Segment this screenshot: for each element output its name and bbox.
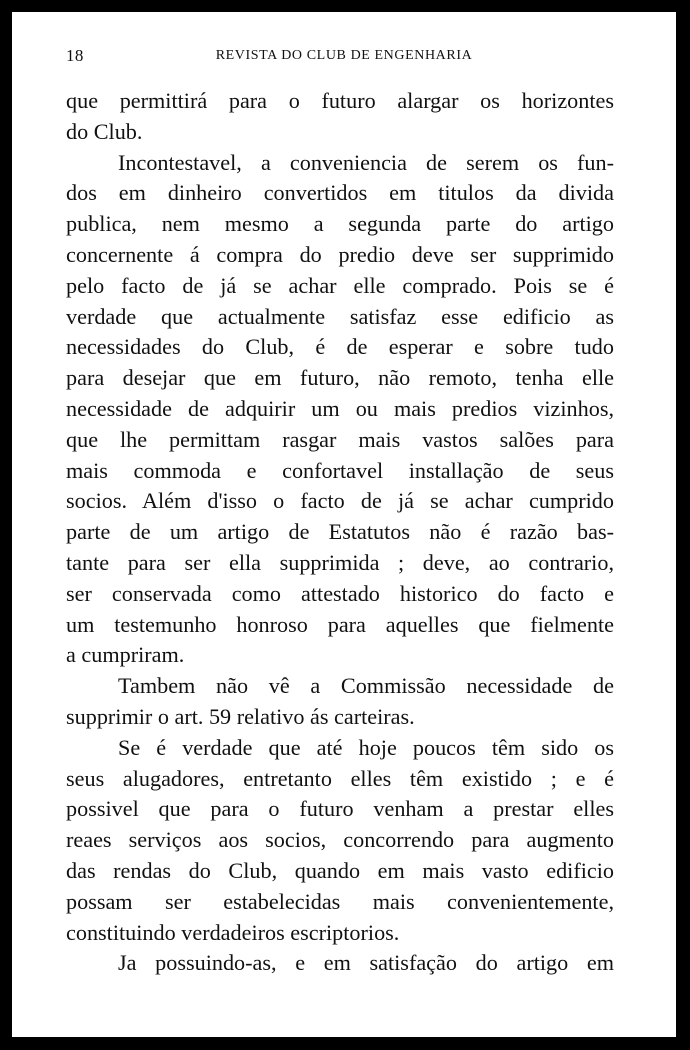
page-number: 18: [66, 46, 84, 65]
text-line: possivel que para o futuro venham a prestar elles: [66, 796, 614, 822]
text-line: constituindo verdadeiros escriptorios.: [66, 919, 400, 945]
text-line: a cumpriram.: [66, 642, 185, 668]
paragraph-se-e-verdade: [66, 733, 614, 949]
paragraph-tambem: [66, 671, 614, 733]
text-line: um testemunho honroso para aquelles que fielmente: [66, 611, 614, 637]
text-line: das rendas do Club, quando em mais vasto edificio: [66, 857, 614, 883]
text-line: dos em dinheiro convertidos em titulos da divida: [66, 180, 614, 206]
paragraph-continuation: [66, 86, 614, 148]
text-line: publica, nem mesmo a segunda parte do artigo: [66, 211, 614, 237]
text-line: ser conservada como attestado historico do facto e: [66, 580, 614, 606]
paragraph-ja-possuindo: [66, 948, 614, 979]
text-line: para desejar que em futuro, não remoto, tenha elle: [66, 365, 614, 391]
text-line: Se é verdade que até hoje poucos têm sido os: [118, 734, 614, 760]
text-line: possam ser estabelecidas mais convenientemente,: [66, 888, 614, 914]
text-line: que permittirá para o futuro alargar os horizontes: [66, 88, 614, 113]
paragraph-incontestavel: [66, 148, 614, 672]
text-line: verdade que actualmente satisfaz esse edificio as: [66, 303, 614, 329]
page-header: [66, 46, 622, 70]
text-line: necessidade de adquirir um ou mais predios vizinhos,: [66, 395, 614, 421]
text-line: pelo facto de já se achar elle comprado. Pois se é: [66, 272, 614, 298]
text-line: seus alugadores, entretanto elles têm existido ; e é: [66, 765, 614, 791]
text-line: tante para ser ella supprimida ; deve, ao contrario,: [66, 549, 614, 575]
document-page: [12, 12, 676, 1037]
text-line: Ja possuindo-as, e em satisfação do artigo em: [118, 950, 614, 976]
text-line: Tambem não vê a Commissão necessidade de: [118, 673, 614, 699]
text-line: mais commoda e confortavel installação de seus: [66, 457, 614, 483]
text-line: Incontestavel, a conveniencia de serem os fun-: [118, 149, 614, 175]
text-line: do Club.: [66, 118, 143, 144]
text-line: parte de um artigo de Estatutos não é razão bas-: [66, 519, 614, 545]
text-line: que lhe permittam rasgar mais vastos salões para: [66, 426, 614, 452]
text-line: concernente á compra do predio deve ser supprimido: [66, 241, 614, 267]
text-line: supprimir o art. 59 relativo ás carteiras.: [66, 703, 415, 729]
body-text: [66, 86, 614, 979]
text-line: necessidades do Club, é de esperar e sobre tudo: [66, 334, 614, 360]
running-title: REVISTA DO CLUB DE ENGENHARIA: [215, 48, 473, 63]
text-line: reaes serviços aos socios, concorrendo para augmento: [66, 827, 614, 853]
text-line: socios. Além d'isso o facto de já se achar cumprido: [66, 488, 614, 514]
